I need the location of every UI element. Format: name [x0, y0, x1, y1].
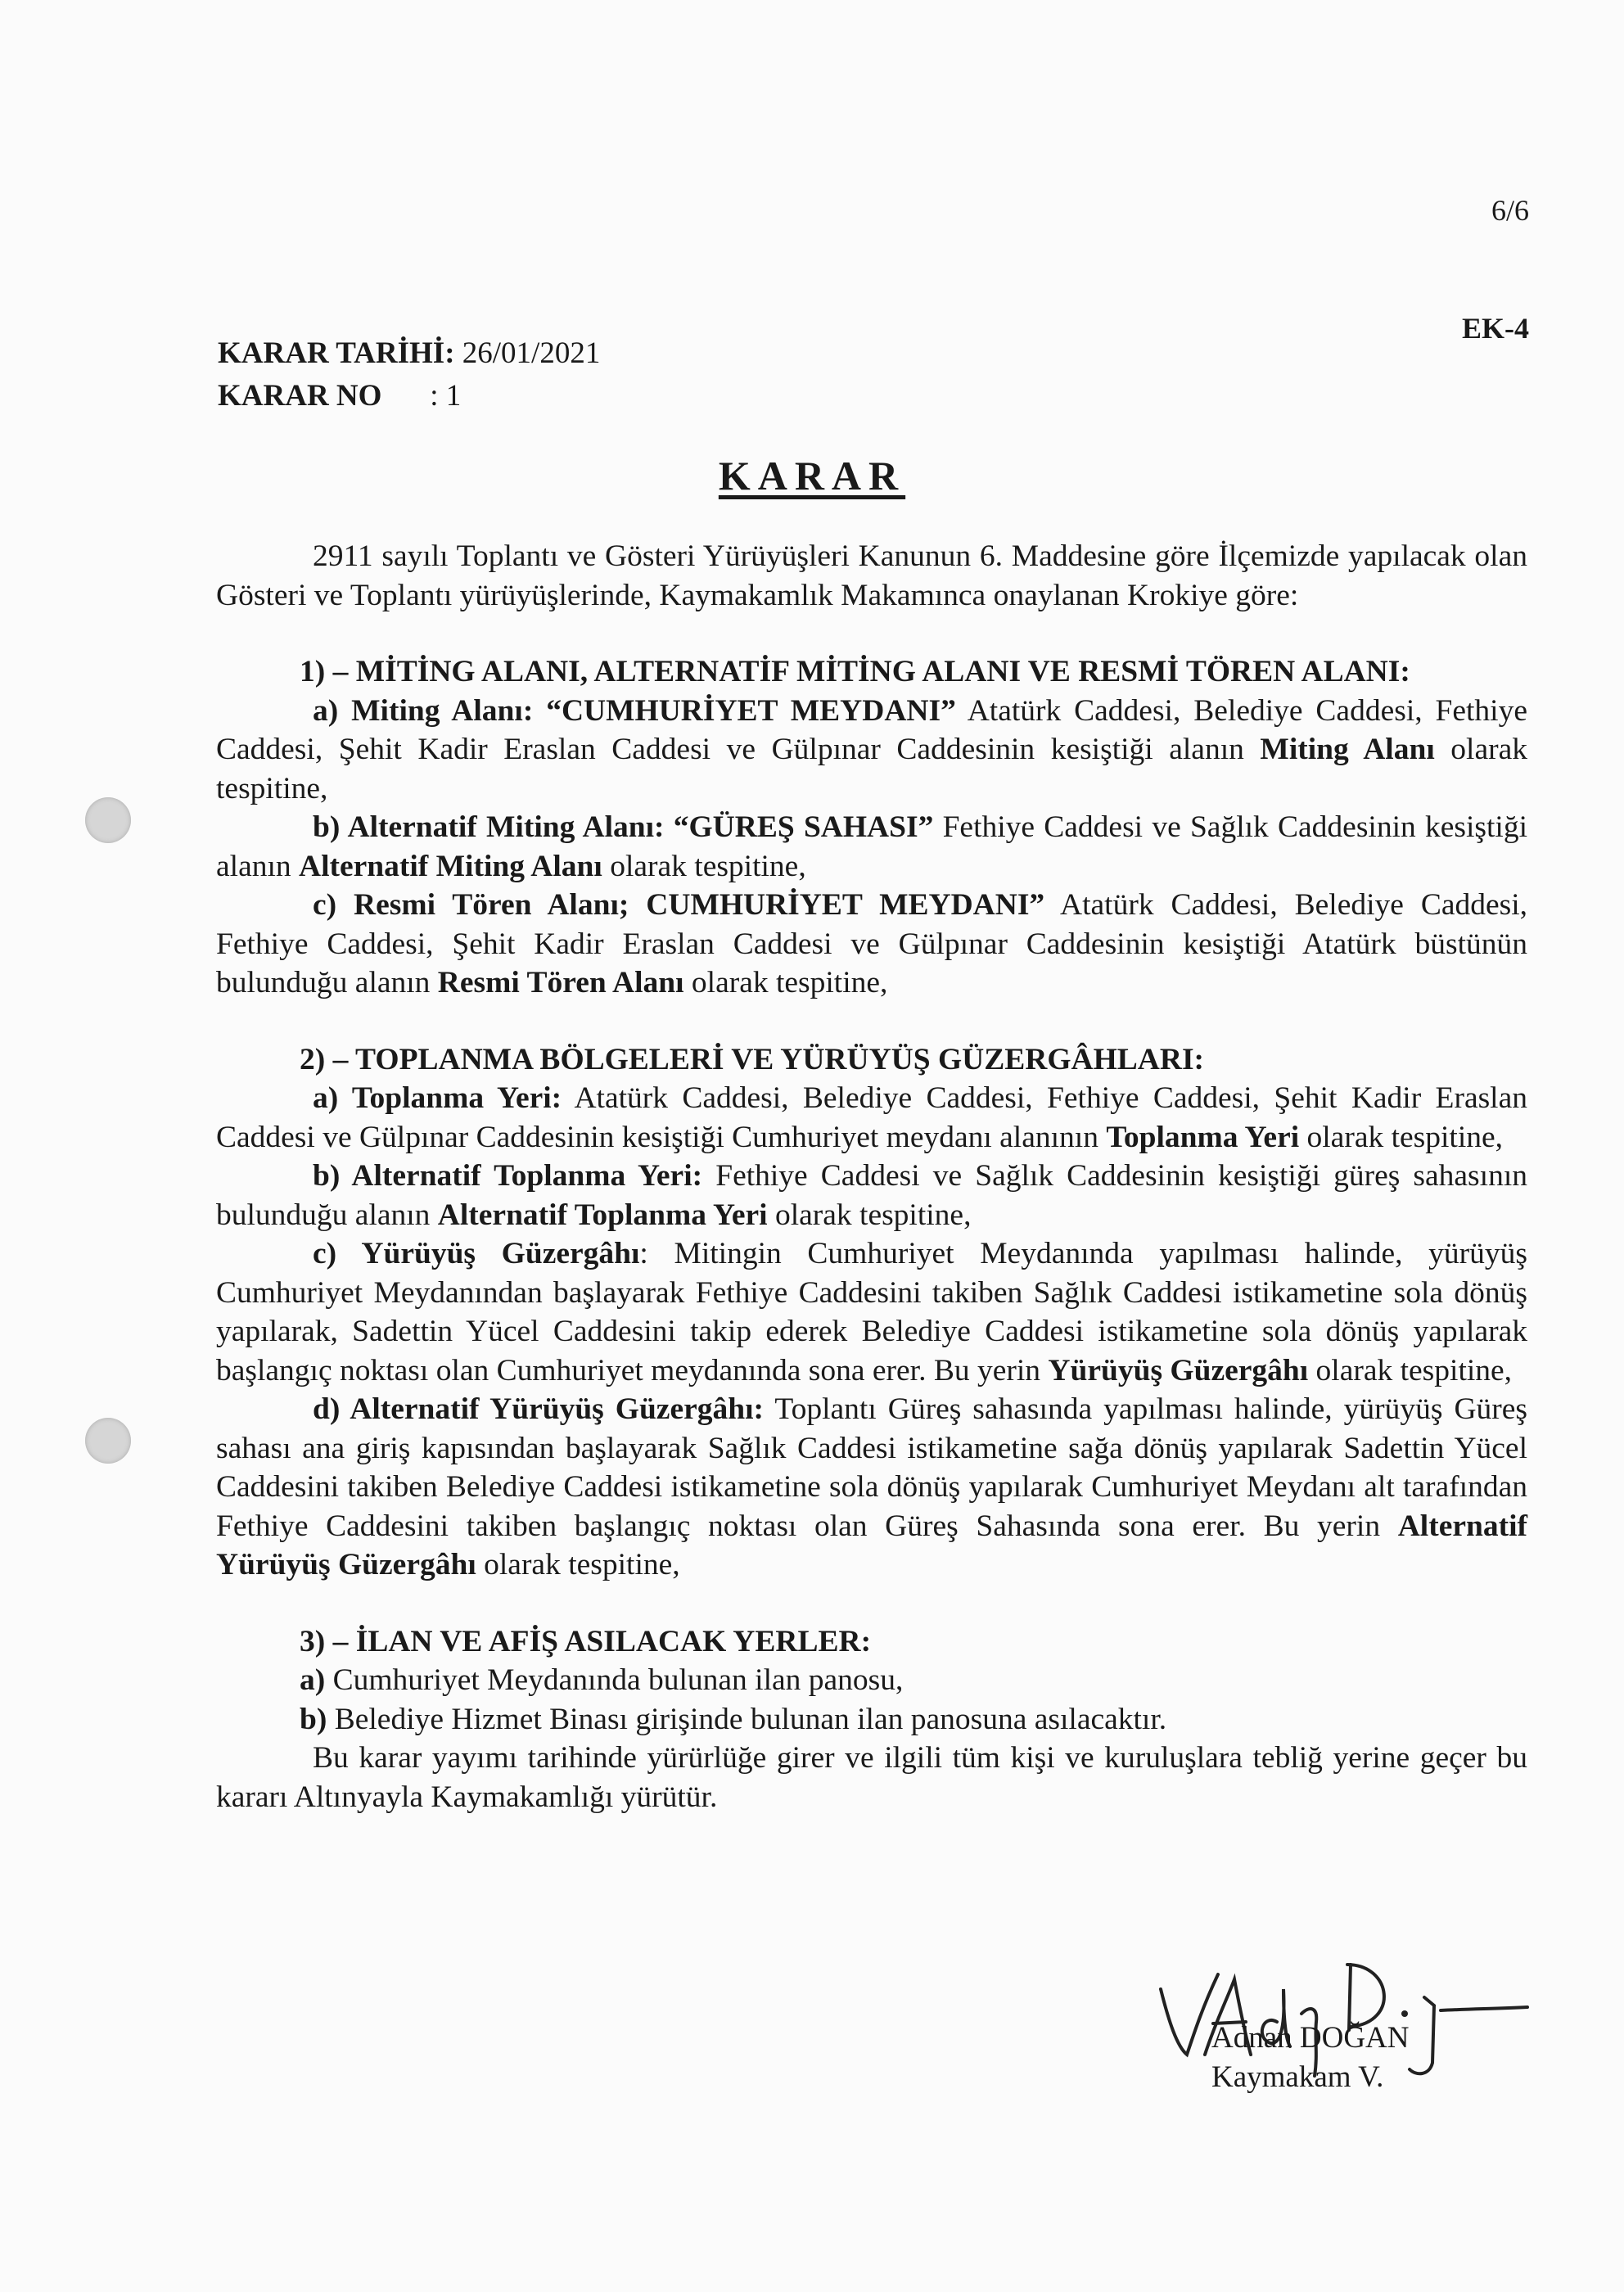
section-3-item-b: b) Belediye Hizmet Binası girişinde bulunan ilan panosuna asılacaktır.: [300, 1702, 1167, 1736]
page-number: 6/6: [1491, 194, 1530, 227]
decision-date-line: [218, 332, 600, 375]
section-1-item-c: c) Resmi Tören Alanı; CUMHURİYET MEYDANI” Atatürk Caddesi, Belediye Caddesi, Fethiye Caddesi, Şehit Kadir Eraslan Caddesi ve Gülpınar Caddesinin kesiştiği Atatürk büstünün bulunduğu alanın Resmi Tören Alanı olarak tespitine,: [216, 888, 1528, 999]
decision-date-label: KARAR TARİHİ:: [218, 336, 455, 370]
decision-date-value: 26/01/2021: [462, 336, 601, 370]
section-2-item-b: b) Alternatif Toplanma Yeri: Fethiye Caddesi ve Sağlık Caddesinin kesiştiği güreş sahasının bulunduğu alanın Alternatif Toplanma Yeri olarak tespitine,: [216, 1159, 1527, 1232]
closing-paragraph: Bu karar yayımı tarihinde yürürlüğe girer ve ilgili tüm kişi ve kuruluşlara tebliğ yerine geçer bu kararı Altınyayla Kaymakamlığı yürütür.: [216, 1741, 1527, 1814]
section-1-item-b: b) Alternatif Miting Alanı: “GÜREŞ SAHASI” Fethiye Caddesi ve Sağlık Caddesinin kesiştiği alanın Alternatif Miting Alanı olarak tespitine,: [216, 810, 1527, 883]
section-1-heading: 1) – MİTİNG ALANI, ALTERNATİF MİTİNG ALANI VE RESMİ TÖREN ALANI:: [300, 655, 1410, 688]
punch-hole: [85, 797, 131, 843]
signatory-block: [1211, 2019, 1410, 2097]
punch-hole: [85, 1418, 131, 1464]
decision-no-line: [218, 375, 600, 417]
section-3-heading: 3) – İLAN VE AFİŞ ASILACAK YERLER:: [300, 1624, 872, 1658]
intro-paragraph: 2911 sayılı Toplantı ve Gösteri Yürüyüşleri Kanunun 6. Maddesine göre İlçemizde yapılacak olan Gösteri ve Toplantı yürüyüşlerinde, Kaymakamlık Makamınca onaylanan Krokiye göre:: [216, 539, 1527, 612]
document-body: [216, 537, 1527, 1816]
section-3-item-a: a) Cumhuriyet Meydanında bulunan ilan panosu,: [300, 1663, 904, 1697]
section-2-item-c: c) Yürüyüş Güzergâhı: Mitingin Cumhuriyet Meydanında yapılması halinde, yürüyüş Cumhuriyet Meydanından başlayarak Fethiye Caddesini takiben Sağlık Caddesi istikametine sola dönüş yapılarak, Sadettin Yücel Caddesini takip ederek Belediye Caddesi istikametine sola dönüş yapılarak başlangıç noktası olan Cumhuriyet meydanında sona erer. Bu yerin Yürüyüş Güzergâhı olarak tespitine,: [216, 1237, 1528, 1387]
section-2-item-d: d) Alternatif Yürüyüş Güzergâhı: Toplantı Güreş sahasında yapılması halinde, yürüyüş Güreş sahası ana giriş kapısından başlayarak Sağlık Caddesi istikametine sağa dönüş yapılarak Sadettin Yücel Caddesini takiben Belediye Caddesi istikametine sola dönüş yapılarak Cumhuriyet Meydanı alt tarafından Fethiye Caddesini takiben başlangıç noktası olan Güreş Sahasında sona erer. Bu yerin Alternatif Yürüyüş Güzergâhı olarak tespitine,: [216, 1392, 1527, 1581]
section-2-heading: 2) – TOPLANMA BÖLGELERİ VE YÜRÜYÜŞ GÜZERGÂHLARI:: [300, 1042, 1205, 1076]
document-title: KARAR: [718, 453, 906, 499]
decision-no-label: KARAR NO: [218, 379, 382, 413]
signatory-name: Adnan DOĞAN: [1211, 2021, 1410, 2055]
signatory-title: Kaymakam V.: [1211, 2060, 1384, 2094]
section-1-item-a: a) Miting Alanı: “CUMHURİYET MEYDANI” Atatürk Caddesi, Belediye Caddesi, Fethiye Caddesi, Şehit Kadir Eraslan Caddesi ve Gülpınar Caddesinin kesiştiği alanın Miting Alanı olarak tespitine,: [216, 693, 1527, 805]
annex-label: EK-4: [1462, 312, 1530, 345]
section-2-item-a: a) Toplanma Yeri: Atatürk Caddesi, Belediye Caddesi, Fethiye Caddesi, Şehit Kadir Eraslan Caddesi ve Gülpınar Caddesinin kesiştiği Cumhuriyet meydanı alanının Toplanma Yeri olarak tespitine,: [216, 1081, 1527, 1154]
decision-meta: [218, 332, 600, 417]
decision-no-value: : 1: [430, 379, 462, 413]
